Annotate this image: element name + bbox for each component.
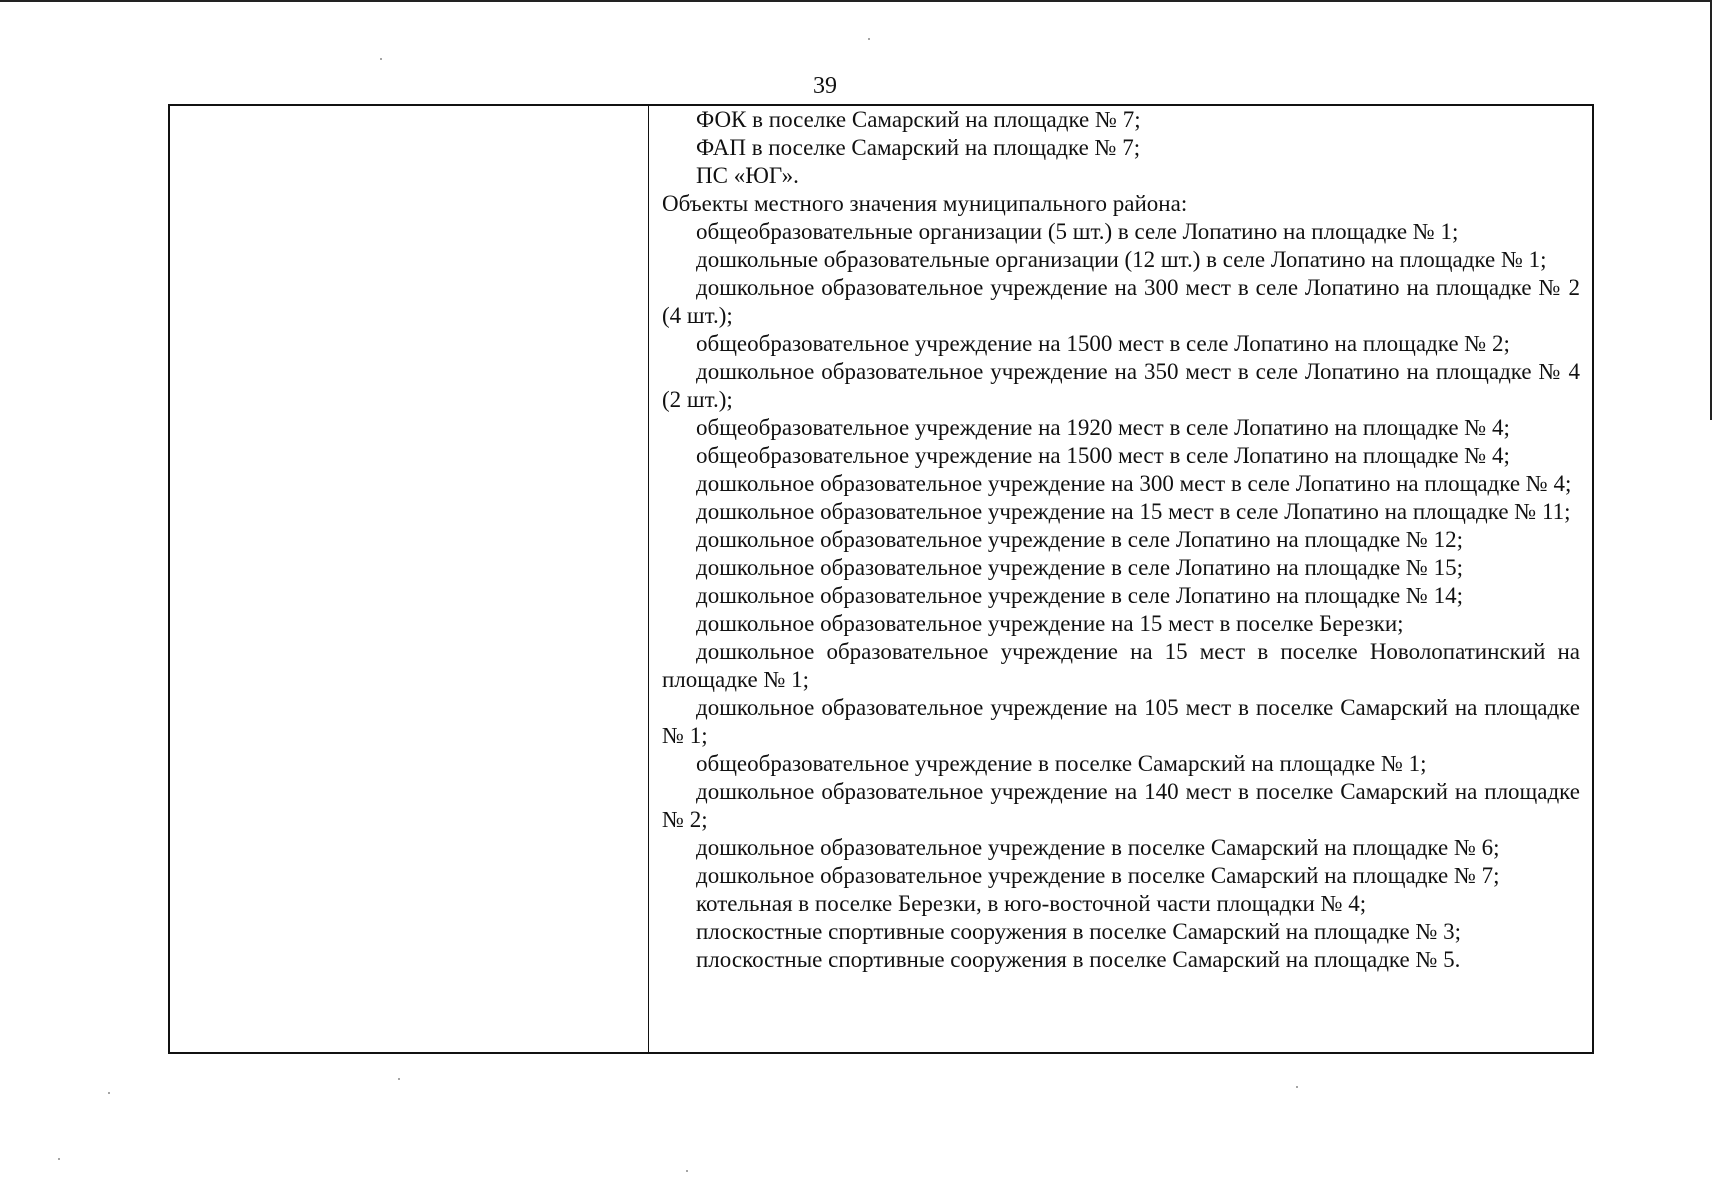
list-item: общеобразовательное учреждение на 1500 мест в селе Лопатино на площадке № 2; bbox=[696, 331, 1510, 356]
list-item: дошкольное образовательное учреждение на 300 мест в селе Лопатино на площадке № 2 (4 шт.); bbox=[662, 275, 1580, 328]
list-item: общеобразовательное учреждение в поселке Самарский на площадке № 1; bbox=[696, 751, 1427, 776]
page-number-text: 39 bbox=[813, 73, 837, 99]
scan-speck bbox=[868, 38, 870, 40]
list-item: дошкольное образовательное учреждение в селе Лопатино на площадке № 12; bbox=[696, 527, 1464, 552]
list-item: ФАП в поселке Самарский на площадке № 7; bbox=[696, 135, 1141, 160]
column-divider bbox=[648, 106, 649, 1052]
list-item: дошкольное образовательное учреждение в селе Лопатино на площадке № 15; bbox=[696, 555, 1464, 580]
scan-speck bbox=[58, 1158, 60, 1160]
list-item: общеобразовательное учреждение на 1920 мест в селе Лопатино на площадке № 4; bbox=[696, 415, 1510, 440]
list-item: дошкольное образовательное учреждение в селе Лопатино на площадке № 14; bbox=[696, 583, 1464, 608]
scan-speck bbox=[686, 1170, 688, 1172]
list-item: дошкольное образовательное учреждение на 140 мест в поселке Самарский на площадке № 2; bbox=[662, 779, 1580, 832]
table-left-cell bbox=[170, 106, 648, 1052]
list-item: дошкольное образовательное учреждение на 15 мест в поселке Новолопатинский на площадке № 1; bbox=[662, 639, 1580, 692]
list-item: дошкольное образовательное учреждение на 15 мест в поселке Березки; bbox=[696, 611, 1404, 636]
page-number bbox=[0, 72, 1712, 100]
list-item: плоскостные спортивные сооружения в поселке Самарский на площадке № 3; bbox=[696, 919, 1462, 944]
scan-speck bbox=[1296, 1086, 1298, 1088]
list-item: дошкольное образовательное учреждение на 15 мест в селе Лопатино на площадке № 11; bbox=[696, 499, 1571, 524]
table-right-cell bbox=[662, 106, 1580, 1052]
document-table bbox=[168, 104, 1594, 1054]
list-item: дошкольное образовательное учреждение на 300 мест в селе Лопатино на площадке № 4; bbox=[696, 471, 1572, 496]
list-item: дошкольное образовательное учреждение в поселке Самарский на площадке № 7; bbox=[696, 863, 1500, 888]
list-item: дошкольные образовательные организации (12 шт.) в селе Лопатино на площадке № 1; bbox=[696, 247, 1547, 272]
list-item: дошкольное образовательное учреждение на 105 мест в поселке Самарский на площадке № 1; bbox=[662, 695, 1580, 748]
list-item: дошкольное образовательное учреждение на 350 мест в селе Лопатино на площадке № 4 (2 шт.); bbox=[662, 359, 1580, 412]
scan-speck bbox=[108, 1092, 110, 1094]
list-item: общеобразовательное учреждение на 1500 мест в селе Лопатино на площадке № 4; bbox=[696, 443, 1510, 468]
list-item: дошкольное образовательное учреждение в поселке Самарский на площадке № 6; bbox=[696, 835, 1500, 860]
list-item: котельная в поселке Березки, в юго-восточной части площадки № 4; bbox=[696, 891, 1367, 916]
scan-edge-top bbox=[0, 0, 1712, 2]
scan-speck bbox=[380, 58, 382, 60]
scan-speck bbox=[398, 1078, 400, 1080]
list-item: общеобразовательные организации (5 шт.) в селе Лопатино на площадке № 1; bbox=[696, 219, 1459, 244]
list-item: ФОК в поселке Самарский на площадке № 7; bbox=[696, 107, 1141, 132]
list-item: плоскостные спортивные сооружения в поселке Самарский на площадке № 5. bbox=[696, 947, 1461, 972]
section-heading: Объекты местного значения муниципального района: bbox=[662, 191, 1188, 216]
list-item: ПС «ЮГ». bbox=[696, 163, 799, 188]
